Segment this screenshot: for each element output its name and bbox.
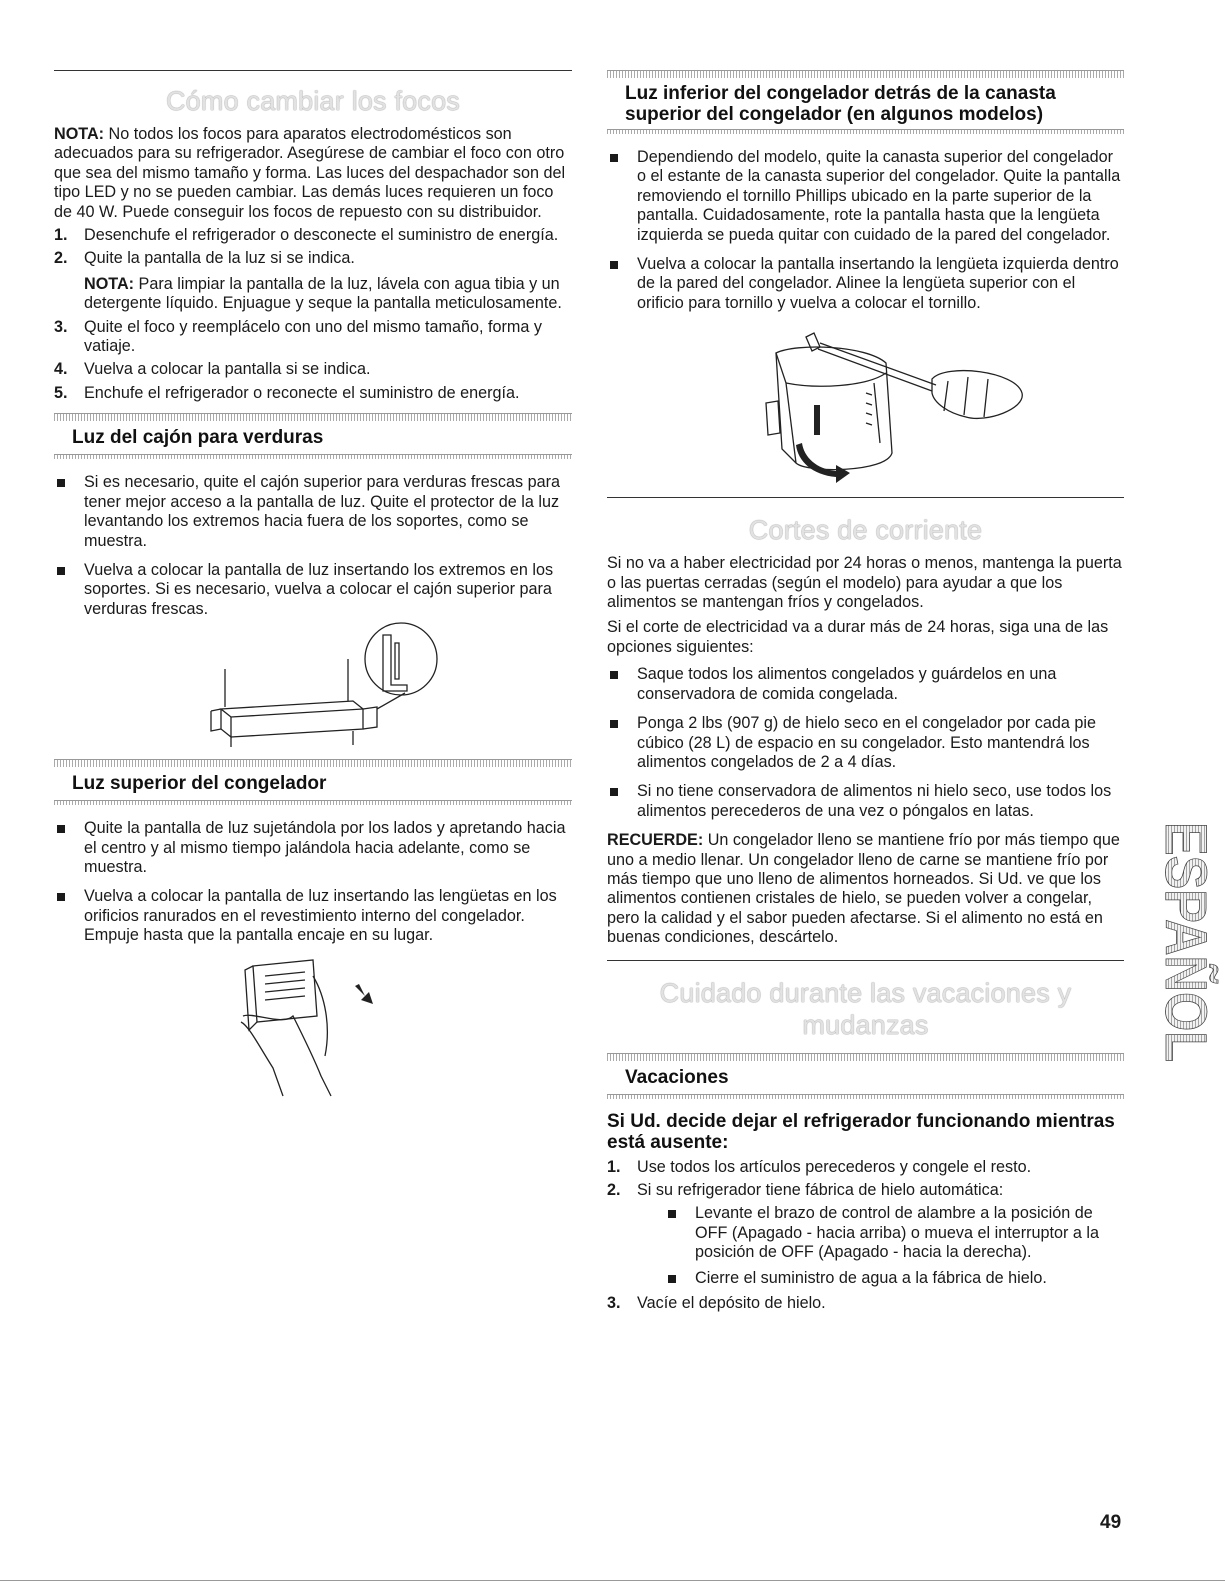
remember-label: RECUERDE:	[607, 831, 704, 850]
lower-freezer-bullets	[607, 148, 1124, 313]
lower-freezer-heading: Luz inferior del congelador detrás de la canasta superior del congelador (en algunos modelos)	[625, 83, 1056, 125]
right-column	[607, 70, 1124, 1317]
step-item: 2. Si su refrigerador tiene fábrica de hielo automática: Levante el brazo de control de alambre a la posición de OFF (Apagado - hacia arriba) o mueva el interruptor a la posición de OFF (Apagado - hacia la derecha). Cierre el suministro de agua a la fábrica de hielo.	[607, 1181, 1124, 1288]
vacation-title-line2: mudanzas	[802, 1009, 929, 1040]
step-item: 1. Use todos los artículos perecederos y congele el resto.	[607, 1157, 1032, 1176]
section-title-vacation	[607, 977, 1124, 1041]
lower-freezer-light-illustration	[686, 323, 1046, 483]
note-label: NOTA:	[54, 125, 105, 143]
bullet-item: Si no tiene conservadora de alimentos ni hielo seco, use todos los alimentos perecederos de una vez o póngalos en latas.	[607, 782, 1124, 821]
bulb-steps	[54, 226, 572, 403]
bullet-item: Vuelva a colocar la pantalla insertando la lengüeta izquierda dentro de la pared del congelador. Alinee la lengüeta superior con el orificio para tornillo y vuelva a colocar el tornillo.	[607, 255, 1124, 313]
bullet-item: Dependiendo del modelo, quite la canasta superior del congelador o el estante de la canasta superior del congelador. Quite la pantalla removiendo el tornillo Phillips ubicado en la parte superior de la pantalla. Cuidadosamente, rote la pantalla hasta que la lengüeta izquierda se pueda quitar con cuidado de la pared del congelador.	[607, 148, 1124, 245]
remember-paragraph	[607, 831, 1124, 947]
hatch-divider	[607, 1094, 1124, 1099]
section-title-outages: Cortes de corriente	[748, 515, 983, 546]
bullet-item: Ponga 2 lbs (907 g) de hielo seco en el congelador por cada pie cúbico (28 L) de espacio en su congelador. Esto mantendrá los alimentos congelados de 2 a 4 días.	[607, 714, 1124, 772]
section-rule	[607, 960, 1124, 961]
bullet-item: Quite la pantalla de luz sujetándola por los lados y apretando hacia el centro y al mismo tiempo jalándola hacia adelante, como se muestra.	[54, 819, 572, 877]
note-paragraph	[54, 125, 572, 222]
step-item: 3. Quite el foco y reemplácelo con uno del mismo tamaño, forma y vatiaje.	[54, 317, 542, 356]
outage-paragraph-2: Si el corte de electricidad va a durar más de 24 horas, siga una de las opciones siguientes:	[607, 618, 1109, 656]
upper-freezer-light-illustration	[213, 956, 413, 1096]
crisper-bullets	[54, 473, 572, 619]
vacation-steps	[607, 1158, 1124, 1314]
hatch-divider	[54, 413, 572, 421]
bullet-item: Si es necesario, quite el cajón superior para verduras frescas para tener mejor acceso a la pantalla de luz. Quite el protector de la luz levantando los extremos hacia fuera de los soportes, como se muestra.	[54, 473, 572, 551]
bullet-item: Vuelva a colocar la pantalla de luz insertando los extremos en los soportes. Si es necesario, vuelva a colocar el cajón superior para verduras frescas.	[54, 561, 572, 619]
step-item: 3. Vacíe el depósito de hielo.	[607, 1294, 826, 1312]
icemaker-bullets	[665, 1204, 1124, 1288]
step-item: 2. Quite la pantalla de la luz si se indica. NOTA: Para limpiar la pantalla de la luz, lávela con agua tibia y un detergente líquido. Enjuague y seque la pantalla meticulosamente.	[54, 249, 572, 313]
section-rule	[607, 497, 1124, 498]
step-item: 5. Enchufe el refrigerador o reconecte el suministro de energía.	[54, 383, 520, 402]
remember-text: Un congelador lleno se mantiene frío por más tiempo que uno a medio llenar. Un congelador lleno de carne se mantiene frío por más tiempo que uno lleno de alimentos horneados. Si Ud. ve que los alimentos contienen cristales de hielo, se pueden volver a congelar, pero la calidad y el sabor pueden afectarse. Si el alimento no está en buenas condiciones, descártelo.	[607, 831, 1120, 947]
step-item: 1. Desenchufe el refrigerador o desconecte el suministro de energía.	[54, 226, 559, 245]
top-rule	[54, 70, 572, 71]
crisper-light-illustration	[163, 629, 463, 749]
bottom-rule	[0, 1580, 1225, 1581]
section-title-bulbs: Cómo cambiar los focos	[165, 86, 460, 116]
left-column	[54, 70, 572, 1096]
hatch-divider	[54, 759, 572, 767]
side-tab-text: ESPAÑOL	[1153, 822, 1218, 1099]
crisper-heading: Luz del cajón para verduras	[72, 427, 324, 449]
vacation-bold-heading: Si Ud. decide dejar el refrigerador funcionando mientras está ausente:	[607, 1110, 1115, 1153]
vacation-title-line1: Cuidado durante las vacaciones y	[659, 977, 1072, 1008]
outage-paragraph-1: Si no va a haber electricidad por 24 horas o menos, mantenga la puerta o las puertas cerradas (según el modelo) para ayudar a que los alimentos se mantengan fríos y congelados.	[607, 554, 1122, 612]
upper-freezer-heading: Luz superior del congelador	[72, 773, 327, 795]
bullet-item: Saque todos los alimentos congelados y guárdelos en una conservadora de comida congelada.	[607, 665, 1124, 704]
hatch-divider	[54, 800, 572, 805]
bullet-item: Vuelva a colocar la pantalla de luz insertando las lengüetas en los orificios ranurados en el revestimiento interno del congelador. Empuje hasta que la pantalla encaje en su lugar.	[54, 887, 572, 945]
bullet-item: Cierre el suministro de agua a la fábrica de hielo.	[665, 1269, 1124, 1288]
note-text: No todos los focos para aparatos electrodomésticos son adecuados para su refrigerador. Asegúrese de cambiar el foco con otro que sea del mismo tamaño y forma. Las luces del despachador son del tipo LED y no se pueden cambiar. Las demás luces requieren un foco de 40 W. Puede conseguir los focos de repuesto con su distribuidor.	[54, 125, 566, 221]
language-side-tab	[1148, 818, 1218, 1099]
step-item: 4. Vuelva a colocar la pantalla si se indica.	[54, 360, 371, 379]
hatch-divider	[607, 1053, 1124, 1061]
hatch-divider	[54, 454, 572, 459]
page-number: 49	[1100, 1512, 1122, 1533]
vacation-subheading: Vacaciones	[625, 1066, 729, 1088]
upper-freezer-bullets	[54, 819, 572, 945]
bullet-item: Levante el brazo de control de alambre a la posición de OFF (Apagado - hacia arriba) o mueva el interruptor a la posición de OFF (Apagado - hacia la derecha).	[665, 1204, 1124, 1262]
hatch-divider	[607, 70, 1124, 78]
outage-bullets	[607, 665, 1124, 821]
step2-note: NOTA: Para limpiar la pantalla de la luz, lávela con agua tibia y un detergente líquido. Enjuague y seque la pantalla meticulosamente.	[84, 274, 562, 313]
hatch-divider	[607, 129, 1124, 134]
